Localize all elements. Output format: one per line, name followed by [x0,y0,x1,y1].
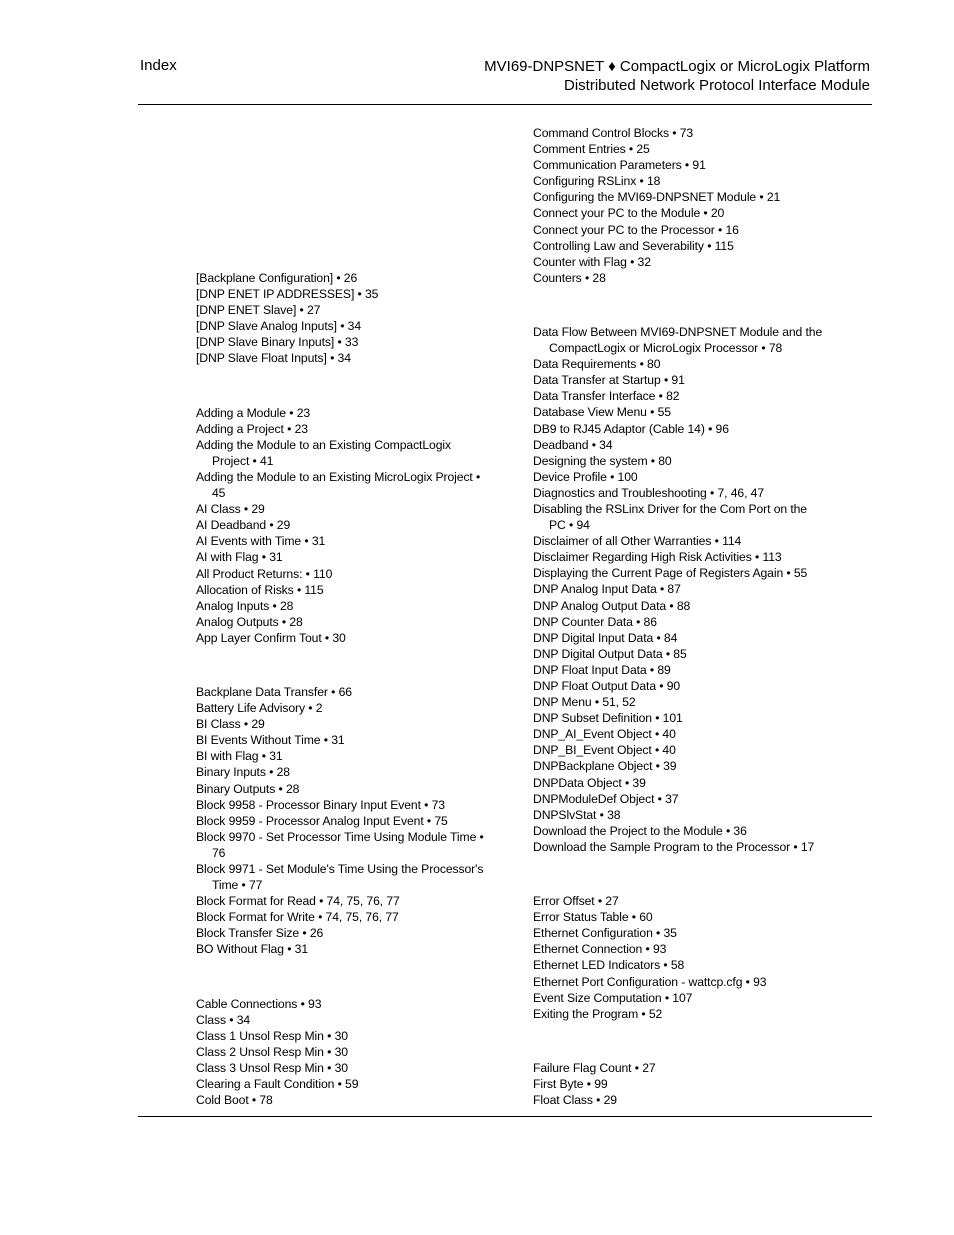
index-entry: DNP Menu • 51, 52 [533,695,636,710]
index-entry: Block 9971 - Set Module's Time Using the Processor's [196,862,484,876]
index-entry: DNP Counter Data • 86 [533,614,657,629]
index-entry: Controlling Law and Severability • 115 [533,238,734,253]
index-entry: Counters • 28 [533,270,606,285]
index-entry: BI with Flag • 31 [196,749,283,764]
index-entry: DNP Digital Input Data • 84 [533,630,678,645]
index-entry: BI Events Without Time • 31 [196,733,345,748]
index-entry: Adding the Module to an Existing MicroLogix Project • [196,469,481,484]
index-entry: Analog Inputs • 28 [196,598,294,613]
index-entry: Clearing a Fault Condition • 59 [196,1077,359,1092]
index-entry: Event Size Computation • 107 [533,990,693,1005]
document-subtitle: Distributed Network Protocol Interface Module [564,77,870,94]
group-spacer [196,646,484,684]
index-entry: Block Format for Write • 74, 75, 76, 77 [196,910,399,925]
index-entry-continuation: PC • 94 [549,518,590,533]
index-entry: Block 9970 - Set Processor Time Using Module Time • [196,829,484,844]
index-entry: Disclaimer of all Other Warranties • 114 [533,534,742,549]
index-entry: DNPBackplane Object • 39 [533,759,677,774]
index-entry: Block 9958 - Processor Binary Input Event • 73 [196,797,445,812]
index-entry: Block Format for Read • 74, 75, 76, 77 [196,894,400,909]
index-group-e [533,893,822,1022]
index-entry-continuation: CompactLogix or MicroLogix Processor • 78 [549,341,783,356]
index-entry: Ethernet Connection • 93 [533,942,667,957]
index-entry-continuation: 76 [212,845,226,860]
index-entry: Battery Life Advisory • 2 [196,701,323,716]
index-group-c [196,996,484,1109]
group-spacer [196,367,484,405]
index-entry: Connect your PC to the Module • 20 [533,206,725,221]
index-entry: DNP_AI_Event Object • 40 [533,727,676,742]
index-entry-continuation: 45 [212,486,226,501]
index-group-d [533,324,822,855]
index-entry: Displaying the Current Page of Registers Again • 55 [533,566,808,581]
index-entry: AI Deadband • 29 [196,518,291,533]
index-entry: Block 9959 - Processor Analog Input Event • 75 [196,813,448,828]
index-entry: Designing the system • 80 [533,453,672,468]
index-group-symbols [196,270,484,367]
index-entry: [DNP Slave Binary Inputs] • 33 [196,335,359,350]
index-entry: Comment Entries • 25 [533,142,650,157]
index-entry: Disabling the RSLinx Driver for the Com Port on the [533,501,807,516]
index-entry: AI Class • 29 [196,502,265,517]
index-entry: [DNP ENET Slave] • 27 [196,303,321,318]
index-entry: App Layer Confirm Tout • 30 [196,630,346,645]
index-entry: Class • 34 [196,1012,251,1027]
index-entry: Binary Inputs • 28 [196,765,290,780]
index-entry: Connect your PC to the Processor • 16 [533,222,739,237]
index-entry: Float Class • 29 [533,1092,617,1107]
index-entry: Deadband • 34 [533,437,613,452]
footer-rule [138,1116,872,1117]
index-entry: Error Offset • 27 [533,894,619,909]
index-entry: Ethernet LED Indicators • 58 [533,958,685,973]
index-entry: [DNP ENET IP ADDRESSES] • 35 [196,287,379,302]
index-left-column [196,270,484,1108]
index-entry: All Product Returns: • 110 [196,566,333,581]
group-spacer [533,855,822,893]
index-entry: DNP_BI_Event Object • 40 [533,743,676,758]
document-title: MVI69-DNPSNET ♦ CompactLogix or MicroLogix Platform [484,58,870,75]
index-entry: Exiting the Program • 52 [533,1006,663,1021]
index-entry-continuation: Project • 41 [212,453,274,468]
index-entry: Diagnostics and Troubleshooting • 7, 46, 47 [533,485,765,500]
index-entry: DNP Float Output Data • 90 [533,679,681,693]
index-entry: BO Without Flag • 31 [196,942,309,957]
index-entry: Allocation of Risks • 115 [196,582,324,597]
index-entry: Class 1 Unsol Resp Min • 30 [196,1028,348,1043]
index-entry: [Backplane Configuration] • 26 [196,271,358,285]
index-entry: Configuring the MVI69-DNPSNET Module • 21 [533,190,781,205]
index-entry: Command Control Blocks • 73 [533,126,694,140]
index-entry: DNPData Object • 39 [533,775,646,790]
index-entry: Download the Sample Program to the Processor • 17 [533,839,815,854]
index-entry: DNP Float Input Data • 89 [533,662,671,677]
index-entry: [DNP Slave Analog Inputs] • 34 [196,319,361,334]
index-entry: Ethernet Port Configuration - wattcp.cfg • 93 [533,974,767,989]
index-right-column [533,125,822,1108]
index-entry: Ethernet Configuration • 35 [533,926,677,941]
index-entry: Adding a Module • 23 [196,405,311,420]
index-entry: Cable Connections • 93 [196,996,322,1011]
index-group-f [533,1060,822,1108]
index-entry: Configuring RSLinx • 18 [533,174,661,189]
index-group-a [196,405,484,646]
group-spacer [533,286,822,324]
index-entry: Data Requirements • 80 [533,357,661,372]
index-entry: DNP Digital Output Data • 85 [533,646,687,661]
index-entry-continuation: Time • 77 [212,878,263,893]
index-entry: Counter with Flag • 32 [533,254,651,269]
header-rule [138,104,872,105]
index-entry: Cold Boot • 78 [196,1093,273,1108]
index-entry: Class 3 Unsol Resp Min • 30 [196,1060,348,1075]
index-entry: AI Events with Time • 31 [196,534,326,549]
index-entry: Error Status Table • 60 [533,910,653,925]
index-entry: Device Profile • 100 [533,469,638,484]
index-entry: AI with Flag • 31 [196,550,283,565]
index-entry: DB9 to RJ45 Adaptor (Cable 14) • 96 [533,421,729,436]
index-entry: Data Transfer Interface • 82 [533,389,680,404]
index-entry: Adding the Module to an Existing CompactLogix [196,437,451,452]
index-entry: Data Transfer at Startup • 91 [533,373,685,388]
index-entry: Binary Outputs • 28 [196,781,300,796]
index-entry: DNPModuleDef Object • 37 [533,791,679,806]
index-entry: Download the Project to the Module • 36 [533,823,747,838]
index-entry: DNPSlvStat • 38 [533,807,621,822]
group-spacer [533,1022,822,1060]
running-header [484,57,870,95]
index-entry: DNP Analog Output Data • 88 [533,598,691,613]
index-entry: Database View Menu • 55 [533,405,671,420]
index-group-c-continued [533,125,822,286]
index-entry: Communication Parameters • 91 [533,158,706,173]
index-entry: Block Transfer Size • 26 [196,926,324,941]
index-entry: Data Flow Between MVI69-DNPSNET Module and the [533,324,823,339]
index-entry: First Byte • 99 [533,1076,608,1091]
index-entry: Failure Flag Count • 27 [533,1060,656,1075]
index-entry: Class 2 Unsol Resp Min • 30 [196,1044,348,1059]
index-entry: [DNP Slave Float Inputs] • 34 [196,351,351,366]
index-entry: BI Class • 29 [196,717,265,732]
index-entry: Adding a Project • 23 [196,421,308,436]
index-entry: DNP Subset Definition • 101 [533,711,683,726]
index-entry: DNP Analog Input Data • 87 [533,582,681,597]
index-entry: Disclaimer Regarding High Risk Activities • 113 [533,550,782,565]
section-title: Index [140,57,177,74]
group-spacer [196,958,484,996]
index-entry: Backplane Data Transfer • 66 [196,684,352,699]
index-group-b [196,684,484,958]
index-entry: Analog Outputs • 28 [196,614,303,629]
